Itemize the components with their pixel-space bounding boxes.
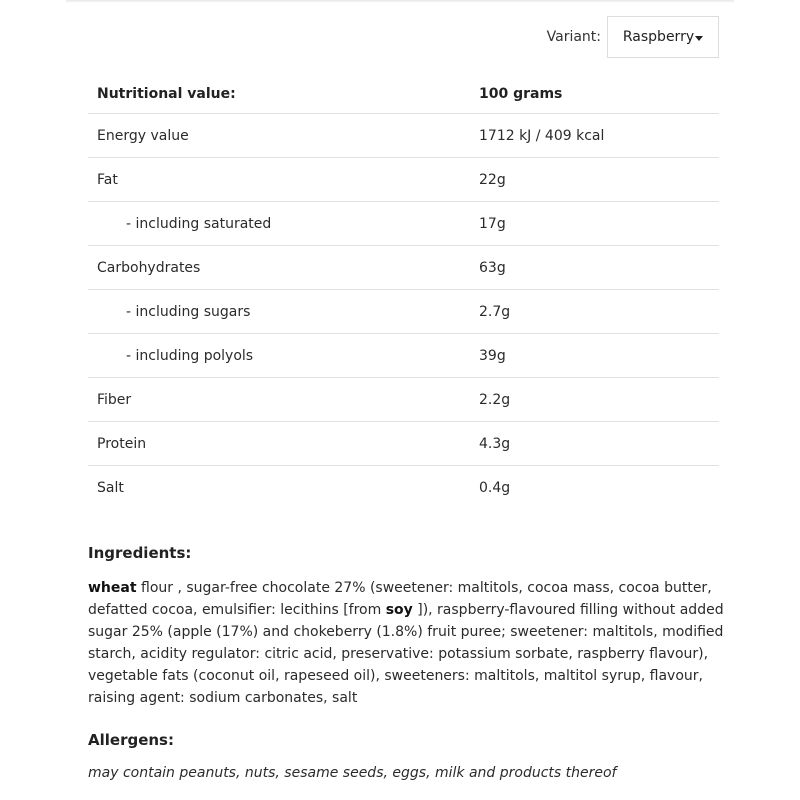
nutrient-value: 4.3g [479, 422, 719, 466]
ingredients-allergen-soy: soy [385, 602, 413, 618]
nutrient-value: 39g [479, 334, 719, 378]
table-row [88, 202, 719, 246]
allergens-text: may contain peanuts, nuts, sesame seeds, eggs, milk and products thereof [88, 765, 617, 781]
variant-dropdown[interactable] [607, 16, 719, 58]
nutrient-name: Salt [97, 479, 124, 496]
nutrient-value: 1712 kJ / 409 kcal [479, 114, 719, 158]
variant-label: Variant: [546, 29, 601, 45]
nutrient-name: Fiber [88, 378, 479, 422]
chevron-down-icon [695, 36, 703, 41]
variant-selected-value: Raspberry [622, 29, 695, 45]
ingredients-text-part-1: flour , sugar-free chocolate 27% (sweetener: maltitols, cocoa mass, cocoa butter, defatted cocoa, emulsifier: lecithins [from [88, 580, 712, 618]
nutrient-value: 2.7g [479, 290, 719, 334]
nutrient-name: - including saturated [88, 202, 479, 246]
allergens-title: Allergens: [88, 731, 174, 749]
nutrient-value: 17g [479, 202, 719, 246]
nutrient-value: 2.2g [479, 378, 719, 422]
nutrient-value: 63g [479, 246, 719, 290]
table-row [88, 246, 719, 290]
ingredients-title: Ingredients: [88, 544, 192, 562]
table-row [88, 378, 719, 422]
nutrient-name: - including sugars [88, 290, 479, 334]
nutrient-name: Carbohydrates [88, 246, 479, 290]
table-row [88, 158, 719, 202]
top-divider [66, 0, 734, 3]
table-row [88, 114, 719, 158]
nutrient-value: 0.4g [479, 479, 511, 496]
ingredients-allergen-wheat: wheat [88, 580, 137, 596]
nutrition-header-value: 100 grams [479, 75, 719, 114]
nutrient-name: Fat [88, 158, 479, 202]
table-row [88, 334, 719, 378]
variant-selector [547, 16, 719, 58]
table-row [88, 466, 719, 510]
table-row [88, 422, 719, 466]
nutrient-name: - including polyols [88, 334, 479, 378]
table-row [88, 290, 719, 334]
nutrition-header-name: Nutritional value: [88, 75, 479, 114]
nutrition-table [88, 75, 719, 509]
nutrient-name: Protein [88, 422, 479, 466]
nutrient-name: Energy value [88, 114, 479, 158]
nutrient-value: 22g [479, 158, 719, 202]
nutrition-header-row [88, 75, 719, 114]
ingredients-text [88, 577, 728, 709]
ingredients-text-part-2: ]), raspberry-flavoured filling without added sugar 25% (apple (17%) and chokeberry (1.8%) fruit puree; sweetener: maltitols, modified starch, acidity regulator: citric acid, preservative: potassium sorbate, raspberry flavour), vegetable fats (coconut oil, rapeseed oil), sweeteners: maltitols, maltitol syrup, flavour, raising agent: sodium carbonates, salt [88, 602, 724, 706]
